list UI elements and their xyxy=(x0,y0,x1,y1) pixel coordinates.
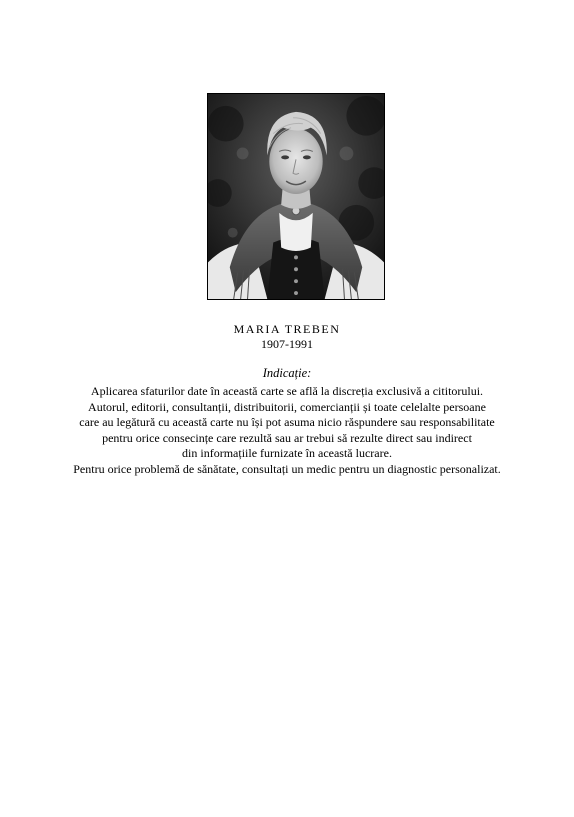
person-name: MARIA TREBEN xyxy=(233,322,341,336)
portrait-photo xyxy=(207,93,385,300)
portrait-image xyxy=(208,94,384,299)
notice-body xyxy=(20,384,554,477)
notice-line: pentru orice consecințe care rezultă sau ar trebui să rezulte direct sau indirect xyxy=(102,430,472,445)
notice-title: Indicație: xyxy=(262,366,312,380)
notice-line: Pentru orice problemă de sănătate, consultați un medic pentru un diagnostic personalizat. xyxy=(73,461,501,476)
notice-line: Aplicarea sfaturilor date în această carte se află la discreția exclusivă a cititorului. xyxy=(90,384,484,398)
notice-line: care au legătură cu această carte nu își pot asuma nicio răspundere sau responsabilitate xyxy=(79,415,495,429)
notice-line: din informațiile furnizate în această lucrare. xyxy=(182,446,392,460)
notice-line: Autorul, editorii, consultanții, distribuitorii, comercianții și toate celelalte persoane xyxy=(88,399,486,414)
person-years: 1907-1991 xyxy=(261,337,313,351)
